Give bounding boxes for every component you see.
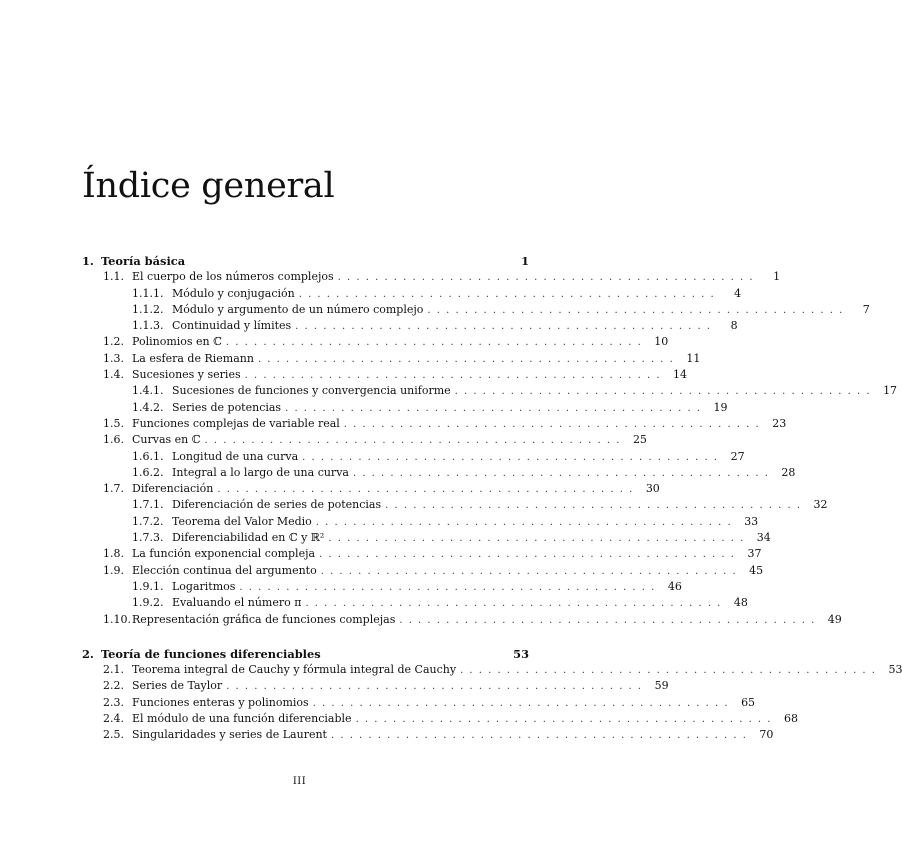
toc-entry[interactable] xyxy=(82,595,748,611)
page-title: Índice general xyxy=(82,166,335,206)
entry-number: 1.7.2. xyxy=(132,514,164,528)
entry-number: 1.3. xyxy=(103,351,124,365)
dot-leader: . . . . . . . . . . . . . . . . . . . . . . . . . . . . . . . . . . . . . . . . . . . . . xyxy=(226,681,643,693)
entry-page-number: 28 xyxy=(781,465,796,479)
entry-title: Singularidades y series de Laurent xyxy=(132,728,327,742)
entry-title: Evaluando el número π xyxy=(172,596,302,610)
dot-leader: . . . . . . . . . . . . . . . . . . . . . . . . . . . . . . . . . . . . . . . . . . . . . xyxy=(298,288,716,300)
entry-page-number: 25 xyxy=(632,433,647,447)
entry-number: 1.1. xyxy=(103,270,124,284)
toc-chapter-entry[interactable] xyxy=(82,253,529,269)
entry-page-number: 17 xyxy=(883,384,898,398)
entry-page-number: 23 xyxy=(772,416,787,430)
entry-number: 1.6.2. xyxy=(132,465,164,479)
entry-title: Diferenciación xyxy=(132,482,214,496)
dot-leader: . . . . . . . . . . . . . . . . . . . . . . . . . . . . . . . . . . . . . . . . . . . . . xyxy=(315,516,733,528)
entry-title: Sucesiones y series xyxy=(132,368,241,382)
entry-title: El módulo de una función diferenciable xyxy=(132,712,352,726)
dot-leader: . . . . . . . . . . . . . . . . . . . . . . . . . . . . . . . . . . . . . . . . . . . . . xyxy=(257,353,675,365)
entry-page-number: 14 xyxy=(673,368,688,382)
dot-leader: . . . . . . . . . . . . . . . . . . . . . . . . . . . . . . . . . . . . . . . . . . . . . xyxy=(225,337,643,349)
entry-page-number: 11 xyxy=(686,351,701,365)
dot-leader: . . . . . . . . . . . . . . . . . . . . . . . . . . . . . . . . . . . . . . . . . . . . . xyxy=(320,565,738,577)
entry-title: Diferenciación de series de potencias xyxy=(172,498,382,512)
toc-entry[interactable] xyxy=(82,711,798,727)
dot-leader: . . . . . . . . . . . . . . . . . . . . . . . . . . . . . . . . . . . . . . . . . . . . . xyxy=(319,549,736,561)
dot-leader: . . . . . . . . . . . . . . . . . . . . . . . . . . . . . . . . . . . . . . . . . . . . . xyxy=(385,500,802,512)
toc-entry[interactable] xyxy=(82,269,781,285)
entry-title: Integral a lo largo de una curva xyxy=(172,465,349,479)
entry-number: 2.4. xyxy=(103,712,124,726)
entry-page-number: 10 xyxy=(654,335,669,349)
toc-entry[interactable] xyxy=(82,579,682,595)
toc-entry[interactable] xyxy=(82,416,787,432)
toc-chapter-entry[interactable] xyxy=(82,646,529,662)
entry-page-number: 53 xyxy=(513,646,529,661)
entry-number: 1.7.1. xyxy=(132,498,164,512)
toc-entry[interactable] xyxy=(82,383,898,399)
dot-leader: . . . . . . . . . . . . . . . . . . . . . . . . . . . . . . . . . . . . . . . . . . . . . xyxy=(217,484,634,496)
entry-title: Módulo y argumento de un número complejo xyxy=(172,302,424,316)
entry-page-number: 8 xyxy=(730,319,738,333)
entry-title: La función exponencial compleja xyxy=(132,547,316,561)
entry-title: El cuerpo de los números complejos xyxy=(132,270,334,284)
dot-leader: . . . . . . . . . . . . . . . . . . . . . . . . . . . . . . . . . . . . . . . . . . . . . xyxy=(337,272,755,284)
entry-title: Continuidad y límites xyxy=(172,319,292,333)
toc-entry[interactable] xyxy=(82,481,660,497)
entry-page-number: 4 xyxy=(734,286,742,300)
entry-number: 1.1.3. xyxy=(132,319,164,333)
toc-entry[interactable] xyxy=(82,351,701,367)
entry-page-number: 7 xyxy=(862,302,870,316)
dot-leader: . . . . . . . . . . . . . . . . . . . . . . . . . . . . . . . . . . . . . . . . . . . . . xyxy=(343,418,761,430)
entry-title: Módulo y conjugación xyxy=(172,286,295,300)
toc-entry[interactable] xyxy=(82,727,774,743)
dot-leader: . . . . . . . . . . . . . . . . . . . . . . . . . . . . . . . . . . . . . . . . . . . . . xyxy=(285,402,702,414)
entry-page-number: 49 xyxy=(827,612,842,626)
toc-entry[interactable] xyxy=(82,286,742,302)
toc-entry[interactable] xyxy=(82,695,756,711)
entry-title: Teoría básica xyxy=(101,254,186,268)
entry-number: 1. xyxy=(82,254,94,268)
dot-leader: . . . . . . . . . . . . . . . . . . . . . . . . . . . . . . . . . . . . . . . . . . . . . xyxy=(355,714,772,726)
dot-leader: . . . . . . . . . . . . . . . . . . . . . . . . . . . . . . . . . . . . . . . . . . . . . xyxy=(204,435,621,447)
entry-number: 1.4.2. xyxy=(132,400,164,414)
entry-page-number: 65 xyxy=(741,695,756,709)
page-number: III xyxy=(292,776,307,787)
toc-entry[interactable] xyxy=(82,662,902,678)
entry-page-number: 32 xyxy=(813,498,828,512)
entry-title: Elección continua del argumento xyxy=(132,563,317,577)
entry-title: Series de potencias xyxy=(172,400,282,414)
dot-leader: . . . . . . . . . . . . . . . . . . . . . . . . . . . . . . . . . . . . . . . . . . . . . xyxy=(328,533,745,545)
entry-number: 1.9.2. xyxy=(132,596,164,610)
dot-leader: . . . . . . . . . . . . . . . . . . . . . . . . . . . . . . . . . . . . . . . . . . . . . xyxy=(352,467,770,479)
entry-page-number: 1 xyxy=(773,270,781,284)
entry-title: Funciones complejas de variable real xyxy=(132,416,340,430)
entry-number: 2.3. xyxy=(103,695,124,709)
entry-title: Diferenciabilidad en ℂ y ℝ² xyxy=(172,531,325,545)
toc-entry[interactable] xyxy=(82,465,796,481)
dot-leader: . . . . . . . . . . . . . . . . . . . . . . . . . . . . . . . . . . . . . . . . . . . . . xyxy=(399,614,816,626)
toc-entry[interactable] xyxy=(82,497,828,513)
toc-entry[interactable] xyxy=(82,678,669,694)
entry-number: 1.1.2. xyxy=(132,302,164,316)
dot-leader: . . . . . . . . . . . . . . . . . . . . . . . . . . . . . . . . . . . . . . . . . . . . . xyxy=(330,730,748,742)
dot-leader: . . . . . . . . . . . . . . . . . . . . . . . . . . . . . . . . . . . . . . . . . . . . . xyxy=(239,581,656,593)
toc-entry[interactable] xyxy=(82,612,842,628)
toc-entry[interactable] xyxy=(82,514,759,530)
entry-number: 1.2. xyxy=(103,335,124,349)
dot-leader: . . . . . . . . . . . . . . . . . . . . . . . . . . . . . . . . . . . . . . . . . . . . . xyxy=(454,386,872,398)
entry-number: 1.9. xyxy=(103,563,124,577)
toc-entry[interactable] xyxy=(82,318,738,334)
entry-page-number: 27 xyxy=(730,449,745,463)
entry-page-number: 68 xyxy=(783,712,798,726)
entry-number: 1.1.1. xyxy=(132,286,164,300)
toc-entry[interactable] xyxy=(82,449,745,465)
entry-page-number: 33 xyxy=(744,514,759,528)
dot-leader: . . . . . . . . . . . . . . . . . . . . . . . . . . . . . . . . . . . . . . . . . . . . . xyxy=(460,665,877,677)
toc-entry[interactable] xyxy=(82,546,762,562)
entry-title: Teorema integral de Cauchy y fórmula integral de Cauchy xyxy=(132,663,457,677)
table-of-contents xyxy=(82,253,902,744)
entry-number: 1.9.1. xyxy=(132,579,164,593)
dot-leader: . . . . . . . . . . . . . . . . . . . . . . . . . . . . . . . . . . . . . . . . . . . . . xyxy=(427,304,844,316)
entry-page-number: 59 xyxy=(654,679,669,693)
entry-number: 2.2. xyxy=(103,679,124,693)
entry-title: Representación gráfica de funciones complejas xyxy=(132,612,396,626)
entry-title: Series de Taylor xyxy=(132,679,223,693)
entry-number: 1.5. xyxy=(103,416,124,430)
entry-number: 1.4. xyxy=(103,368,124,382)
entry-number: 1.6.1. xyxy=(132,449,164,463)
entry-number: 1.7.3. xyxy=(132,531,164,545)
entry-page-number: 46 xyxy=(667,579,682,593)
entry-number: 1.8. xyxy=(103,547,124,561)
entry-page-number: 34 xyxy=(756,531,771,545)
entry-title: Teoría de funciones diferenciables xyxy=(101,646,321,661)
entry-number: 2.1. xyxy=(103,663,124,677)
entry-page-number: 48 xyxy=(733,596,748,610)
entry-title: Sucesiones de funciones y convergencia uniforme xyxy=(172,384,451,398)
entry-page-number: 1 xyxy=(521,254,529,268)
toc-entry[interactable] xyxy=(82,302,870,318)
dot-leader: . . . . . . . . . . . . . . . . . . . . . . . . . . . . . . . . . . . . . . . . . . . . . xyxy=(305,598,722,610)
entry-page-number: 30 xyxy=(645,482,660,496)
dot-leader: . . . . . . . . . . . . . . . . . . . . . . . . . . . . . . . . . . . . . . . . . . . . . xyxy=(302,451,719,463)
entry-title: La esfera de Riemann xyxy=(132,351,254,365)
entry-title: Teorema del Valor Medio xyxy=(172,514,312,528)
dot-leader: . . . . . . . . . . . . . . . . . . . . . . . . . . . . . . . . . . . . . . . . . . . . . xyxy=(312,697,730,709)
entry-title: Funciones enteras y polinomios xyxy=(132,695,309,709)
entry-title: Polinomios en ℂ xyxy=(132,335,222,349)
entry-number: 2.5. xyxy=(103,728,124,742)
entry-title: Longitud de una curva xyxy=(172,449,299,463)
entry-number: 1.6. xyxy=(103,433,124,447)
entry-number: 1.4.1. xyxy=(132,384,164,398)
entry-number: 2. xyxy=(82,646,94,661)
entry-page-number: 70 xyxy=(759,728,774,742)
entry-title: Curvas en ℂ xyxy=(132,433,201,447)
entry-number: 1.10. xyxy=(103,612,131,626)
dot-leader: . . . . . . . . . . . . . . . . . . . . . . . . . . . . . . . . . . . . . . . . . . . . . xyxy=(295,321,712,333)
toc-entry[interactable] xyxy=(82,432,647,448)
entry-title: Logaritmos xyxy=(172,579,236,593)
toc-entry[interactable] xyxy=(82,400,728,416)
entry-page-number: 37 xyxy=(747,547,762,561)
toc-entry[interactable] xyxy=(82,334,669,350)
entry-page-number: 45 xyxy=(749,563,764,577)
entry-number: 1.7. xyxy=(103,482,124,496)
dot-leader: . . . . . . . . . . . . . . . . . . . . . . . . . . . . . . . . . . . . . . . . . . . . . xyxy=(244,370,662,382)
toc-entry[interactable] xyxy=(82,563,764,579)
chapter-spacer xyxy=(82,628,529,646)
toc-entry[interactable] xyxy=(82,367,688,383)
toc-entry[interactable] xyxy=(82,530,771,546)
entry-page-number: 19 xyxy=(713,400,728,414)
entry-page-number: 53 xyxy=(888,663,902,677)
